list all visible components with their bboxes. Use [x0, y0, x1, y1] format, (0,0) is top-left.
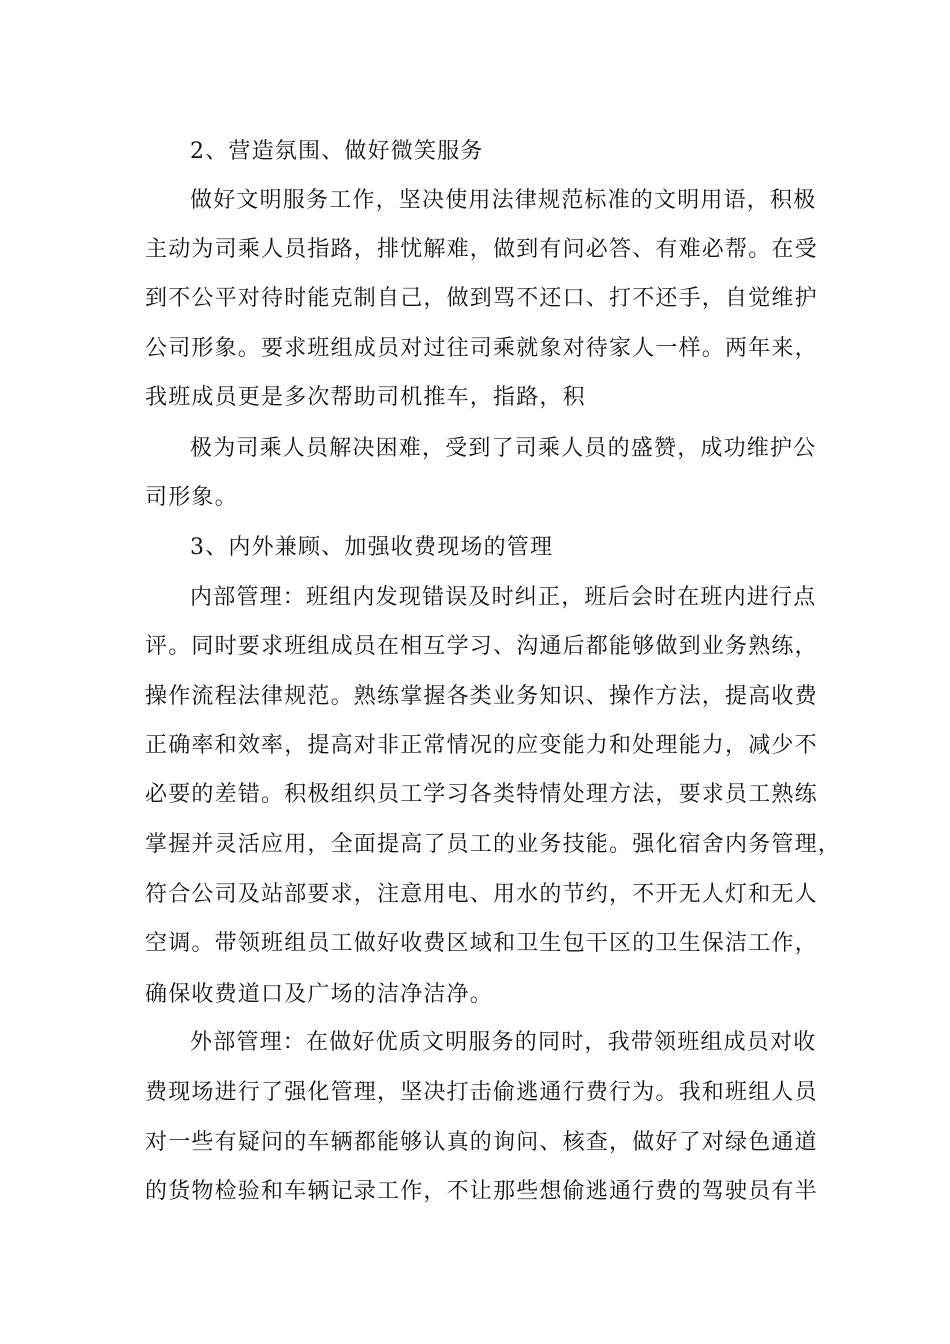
paragraph-line: 评。同时要求班组成员在相互学习、沟通后都能够做到业务熟练， [145, 634, 818, 659]
paragraph-line: 对一些有疑问的车辆都能够认真的询问、核查，做好了对绿色通道 [145, 1130, 818, 1155]
heading-smile-service: 2、营造氛围、做好微笑服务 [190, 139, 484, 164]
paragraph-line: 空调。带领班组员工做好收费区域和卫生包干区的卫生保洁工作， [145, 931, 818, 956]
paragraph-line: 必要的差错。积极组织员工学习各类特情处理方法，要求员工熟练 [145, 782, 818, 807]
paragraph-line: 我班成员更是多次帮助司机推车，指路，积 [145, 385, 586, 410]
paragraph-line: 操作流程法律规范。熟练掌握各类业务知识、操作方法，提高收费 [145, 684, 818, 709]
paragraph-line: 主动为司乘人员指路，排忧解难，做到有问必答、有难必帮。在受 [145, 237, 818, 262]
paragraph-line: 极为司乘人员解决困难，受到了司乘人员的盛赞，成功维护公 [190, 436, 817, 461]
paragraph-line: 正确率和效率，提高对非正常情况的应变能力和处理能力，减少不 [145, 733, 818, 758]
paragraph-line: 掌握并灵活应用，全面提高了员工的业务技能。强化宿舍内务管理， [145, 832, 842, 857]
paragraph-line: 符合公司及站部要求，注意用电、用水的节约，不开无人灯和无人 [145, 882, 818, 907]
paragraph-line: 的货物检验和车辆记录工作，不让那些想偷逃通行费的驾驶员有半 [145, 1179, 818, 1204]
paragraph-line: 确保收费道口及广场的洁净洁净。 [145, 982, 494, 1007]
paragraph-line: 做好文明服务工作，坚决使用法律规范标准的文明用语，积极 [190, 188, 817, 213]
heading-site-management: 3、内外兼顾、加强收费现场的管理 [190, 535, 554, 560]
paragraph-line: 司形象。 [145, 485, 238, 510]
paragraph-line: 内部管理：班组内发现错误及时纠正，班后会时在班内进行点 [190, 585, 817, 610]
paragraph-line: 到不公平对待时能克制自己，做到骂不还口、打不还手，自觉维护 [145, 286, 818, 311]
paragraph-line: 公司形象。要求班组成员对过往司乘就象对待家人一样。两年来， [145, 336, 818, 361]
paragraph-line: 费现场进行了强化管理，坚决打击偷逃通行费行为。我和班组人员 [145, 1080, 818, 1105]
paragraph-line: 外部管理：在做好优质文明服务的同时，我带领班组成员对收 [190, 1030, 817, 1055]
